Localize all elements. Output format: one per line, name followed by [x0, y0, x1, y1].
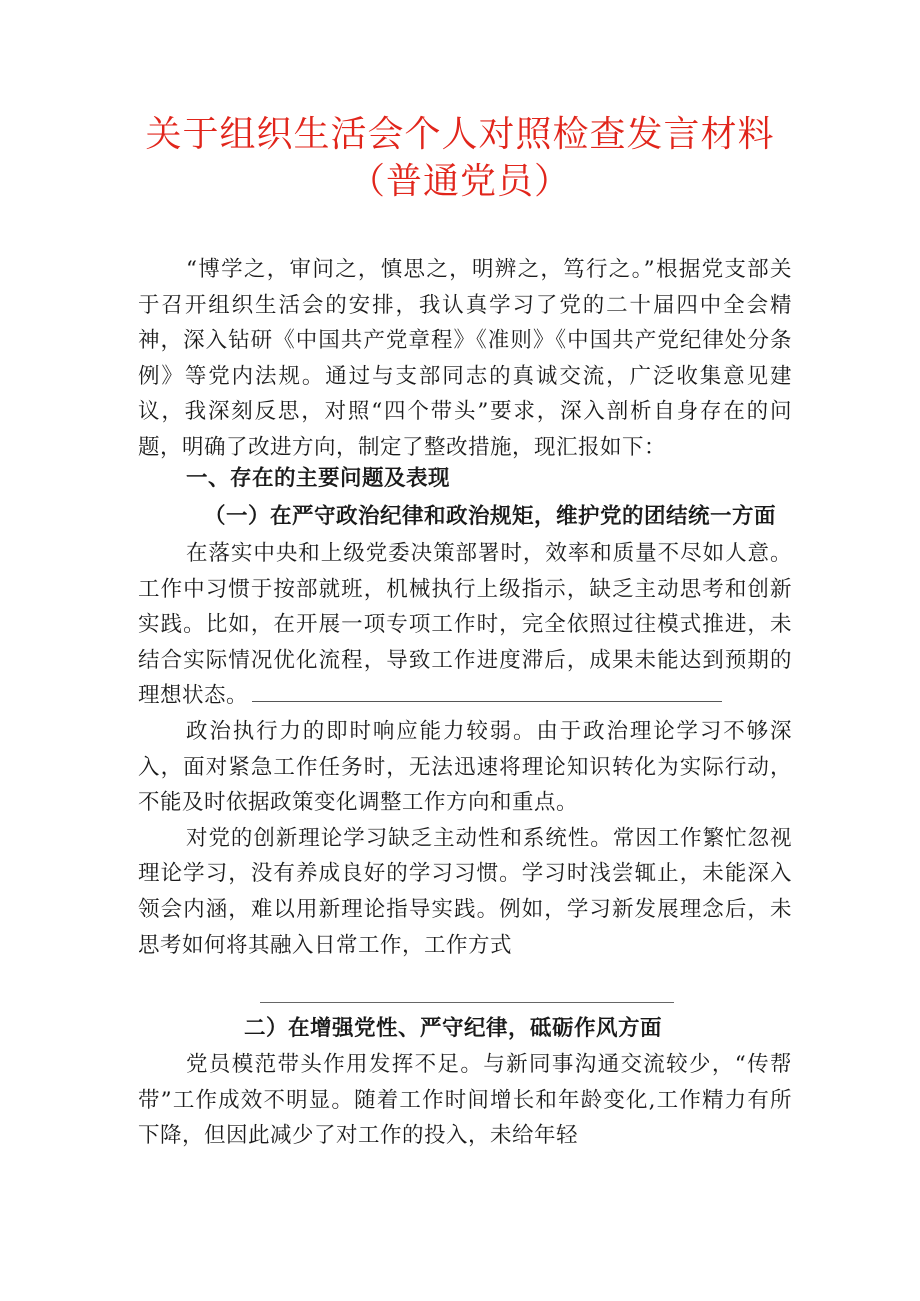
subsection-1-body [138, 536, 792, 963]
document-subtitle: （普通党员） [348, 161, 571, 202]
subsection-heading-party-spirit: 二）在增强党性、严守纪律，砥砺作风方面 [244, 1016, 663, 1041]
blank-underline [252, 683, 722, 702]
subsection-2-body [138, 1047, 792, 1154]
paragraph-text: 在落实中央和上级党委决策部署时，效率和质量不尽如人意。工作中习惯于按部就班，机械执行上级指示，缺乏主动思考和创新实践。比如，在开展一项专项工作时，完全依照过往模式推进，未结合实际情况优化流程，导致工作进度滞后，成果未能达到预期的理想状态。 [138, 541, 792, 709]
intro-section [138, 252, 792, 466]
intro-paragraph: “博学之，审问之，慎思之，明辨之，笃行之。”根据党支部关于召开组织生活会的安排，我认真学习了党的二十届四中全会精神，深入钻研《中国共产党章程》《准则》《中国共产党纪律处分条例》等党内法规。通过与支部同志的真诚交流，广泛收集意见建议，我深刻反思，对照“四个带头”要求，深入剖析自身存在的问题，明确了改进方向，制定了整改措施，现汇报如下： [138, 257, 792, 460]
body-paragraph: 政治执行力的即时响应能力较弱。由于政治理论学习不够深入，面对紧急工作任务时，无法迅速将理论知识转化为实际行动，不能及时依据政策变化调整工作方向和重点。 [138, 718, 792, 816]
separator-line [260, 1002, 674, 1003]
body-paragraph: 党员模范带头作用发挥不足。与新同事沟通交流较少，“传帮带”工作成效不明显。随着工作时间增长和年龄变化,工作精力有所下降，但因此减少了对工作的投入，未给年轻 [138, 1052, 792, 1149]
subsection-heading-political-discipline: （一）在严守政治纪律和政治规矩，维护党的团结统一方面 [204, 504, 777, 529]
body-paragraph: 对党的创新理论学习缺乏主动性和系统性。常因工作繁忙忽视理论学习，没有养成良好的学习习惯。学习时浅尝辄止，未能深入领会内涵，难以用新理论指导实践。例如，学习新发展理念后，未思考如何将其融入日常工作，工作方式 [138, 825, 792, 958]
section-heading-problems: 一、存在的主要问题及表现 [186, 466, 451, 491]
document-title: 关于组织生活会个人对照检查发言材料 [145, 114, 775, 155]
body-paragraph [138, 536, 792, 714]
